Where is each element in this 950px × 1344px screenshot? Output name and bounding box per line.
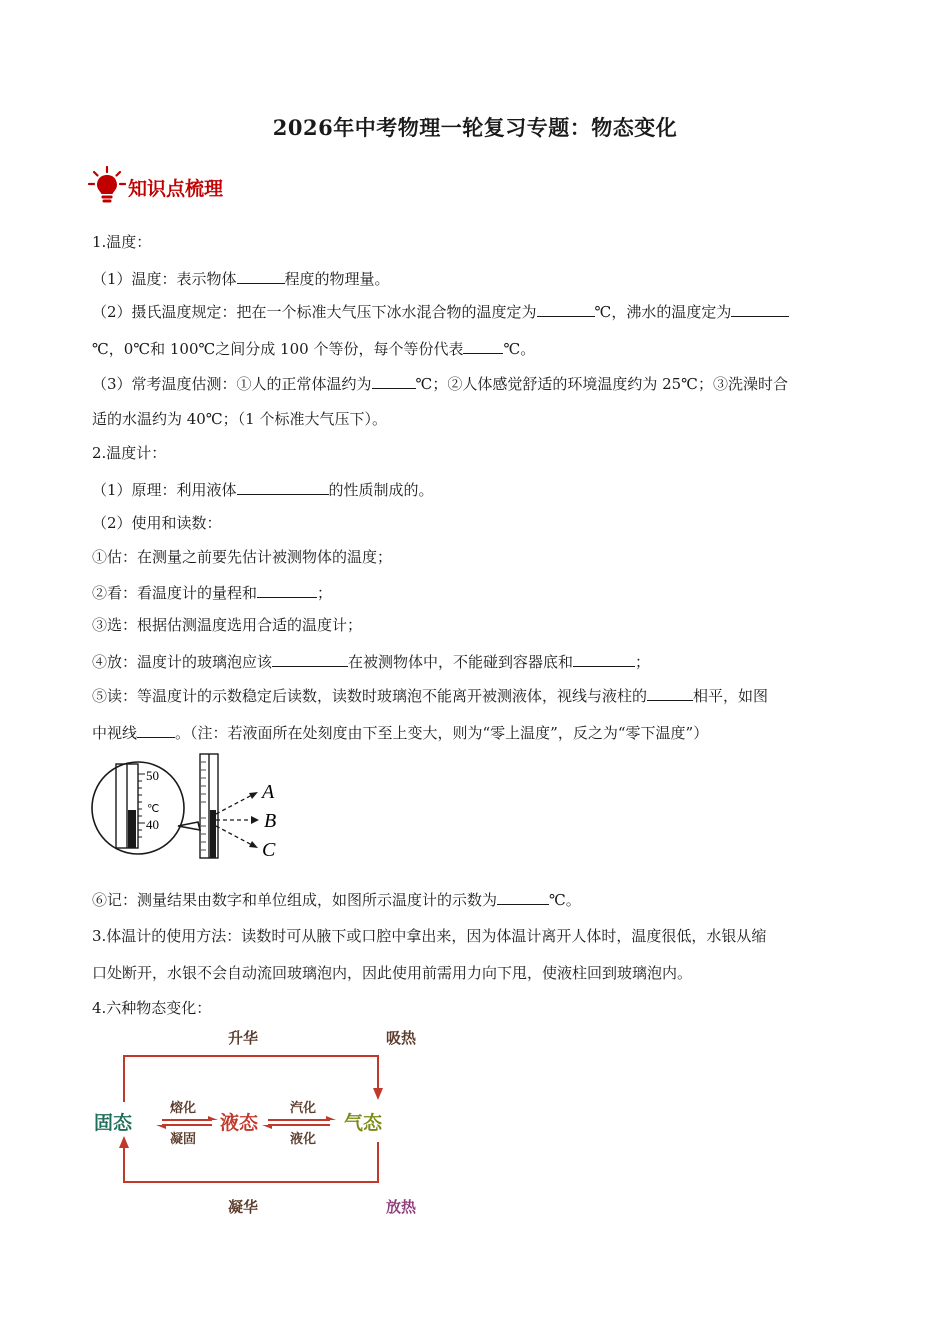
scale-label-bottom: 40 (146, 817, 159, 832)
text-line: 中视线 。（注：若液面所在处刻度由下至上变大，则为“零上温度”，反之为“零下温度”） (92, 721, 708, 743)
text-line: （2）使用和读数： (92, 514, 222, 532)
liquid-state-label: 液态 (220, 1112, 259, 1134)
sublimation-label: 升华 (228, 1029, 259, 1047)
sightline-label-c: C (262, 839, 276, 861)
answer-blank (257, 581, 317, 598)
answer-blank (573, 650, 635, 667)
answer-blank (137, 721, 175, 738)
heading-thermometer: 2.温度计： (92, 444, 167, 462)
answer-blank (537, 300, 595, 317)
lightbulb-icon (88, 166, 126, 206)
heading-state-changes: 4.六种物态变化： (92, 999, 212, 1017)
text-line: ②看：看温度计的量程和 ； (92, 581, 332, 603)
text-line: （1）温度：表示物体 程度的物理量。 (92, 267, 390, 289)
scale-label-top: 50 (146, 768, 159, 783)
unit-label: ℃ (147, 803, 160, 815)
text-line: ⑥记：测量结果由数字和单位组成，如图所示温度计的示数为 ℃。 (92, 888, 581, 910)
text-line: ①估：在测量之前要先估计被测物体的温度； (92, 548, 393, 566)
answer-blank (497, 888, 549, 905)
heading-temperature: 1.温度： (92, 233, 152, 251)
deposition-label: 凝华 (228, 1198, 259, 1216)
answer-blank (731, 300, 789, 317)
melting-label: 熔化 (170, 1101, 197, 1116)
text-line: ④放：温度计的玻璃泡应该 在被测物体中，不能碰到容器底和 ； (92, 650, 650, 672)
answer-blank (237, 478, 329, 495)
text-line: 适的水温约为 40℃；（1 个标准大气压下）。 (92, 410, 387, 428)
section-title: 知识点梳理 (128, 178, 224, 200)
answer-blank (237, 267, 285, 284)
text-line: 口处断开，水银不会自动流回玻璃泡内，因此使用前需用力向下甩，使液柱回到玻璃泡内。 (92, 964, 693, 982)
text-line: （3）常考温度估测：①人的正常体温约为 ℃；②人体感觉舒适的环境温度约为 25℃；③洗澡时合 (92, 372, 788, 394)
text-line: （2）摄氏温度规定：把在一个标准大气压下冰水混合物的温度定为 ℃，沸水的温度定为 (92, 300, 789, 322)
deposition-loop (124, 1142, 378, 1182)
answer-blank (463, 337, 503, 354)
thermometer-figure (90, 752, 290, 864)
vaporization-label: 汽化 (290, 1101, 317, 1116)
sightline-label-a: A (262, 781, 275, 803)
text-line: （1）原理：利用液体 的性质制成的。 (92, 478, 434, 500)
solid-state-label: 固态 (94, 1112, 133, 1134)
liquid-column (128, 810, 136, 848)
release-heat-label: 放热 (386, 1198, 417, 1216)
answer-blank (647, 684, 693, 701)
gas-state-label: 气态 (344, 1112, 383, 1134)
answer-blank (272, 650, 348, 667)
freezing-label: 凝固 (170, 1132, 197, 1147)
absorb-heat-label: 吸热 (386, 1029, 417, 1047)
sublimation-loop (124, 1056, 378, 1102)
answer-blank (372, 372, 416, 389)
state-change-diagram (90, 1022, 440, 1222)
text-line: ℃，0℃和 100℃之间分成 100 个等份，每个等份代表 ℃。 (92, 337, 535, 359)
text-line: ③选：根据估测温度选用合适的温度计； (92, 616, 363, 634)
condensation-label: 液化 (290, 1132, 317, 1147)
text-line: ⑤读：等温度计的示数稳定后读数，读数时玻璃泡不能离开被测液体，视线与液柱的 相平，如图 (92, 684, 768, 706)
text-line: 3.体温计的使用方法：读数时可从腋下或口腔中拿出来，因为体温计离开人体时，温度很低，水银从缩 (92, 927, 767, 945)
sightline-label-b: B (264, 810, 277, 832)
page-title: 2026年中考物理一轮复习专题：物态变化 (272, 115, 678, 140)
